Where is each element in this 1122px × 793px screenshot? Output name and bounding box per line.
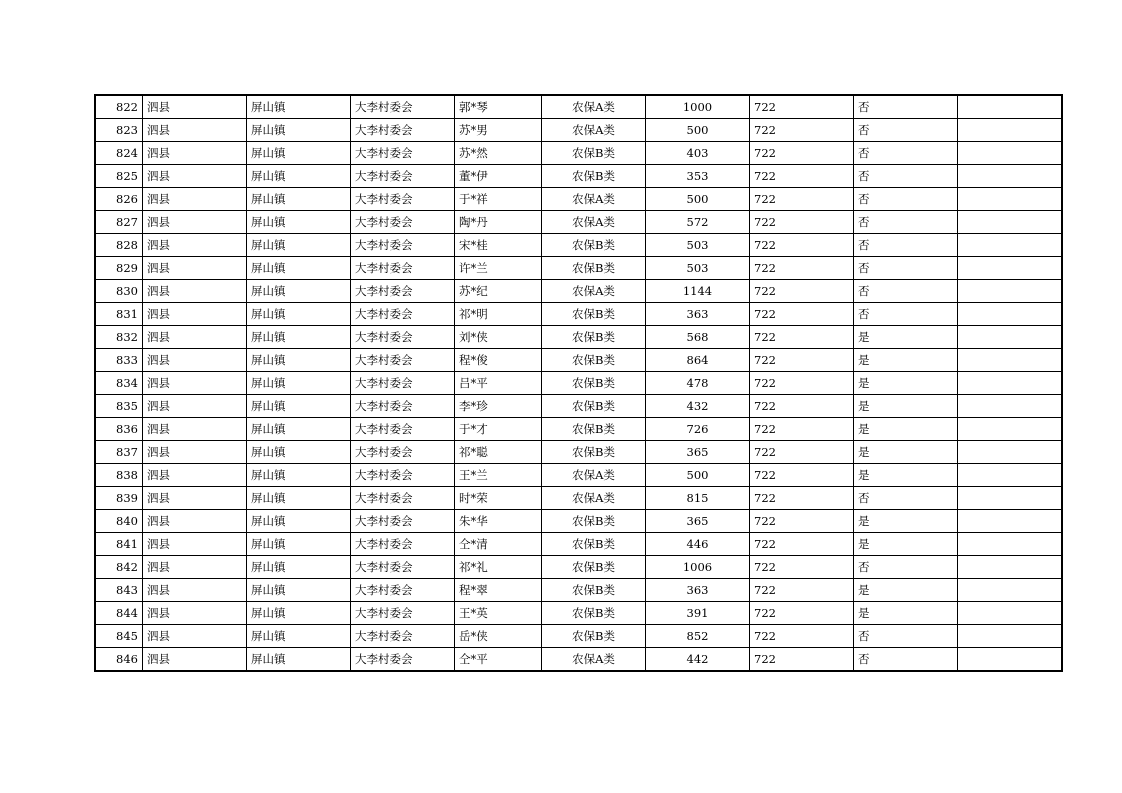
county-cell: 泗县 (143, 372, 247, 395)
county-cell: 泗县 (143, 579, 247, 602)
row-number-cell: 846 (95, 648, 143, 672)
amount-cell: 500 (646, 119, 750, 142)
code-cell: 722 (750, 579, 854, 602)
county-cell: 泗县 (143, 211, 247, 234)
yes-no-cell: 是 (854, 579, 958, 602)
empty-cell (958, 441, 1063, 464)
insurance-type-cell: 农保B类 (542, 326, 646, 349)
yes-no-cell: 否 (854, 142, 958, 165)
table-row (95, 510, 1062, 533)
yes-no-cell: 否 (854, 234, 958, 257)
name-cell: 仝*清 (455, 533, 542, 556)
name-cell: 王*英 (455, 602, 542, 625)
insurance-type-cell: 农保A类 (542, 211, 646, 234)
name-cell: 朱*华 (455, 510, 542, 533)
insurance-type-cell: 农保B类 (542, 349, 646, 372)
county-cell: 泗县 (143, 625, 247, 648)
village-committee-cell: 大李村委会 (351, 372, 455, 395)
amount-cell: 442 (646, 648, 750, 672)
amount-cell: 815 (646, 487, 750, 510)
amount-cell: 446 (646, 533, 750, 556)
yes-no-cell: 否 (854, 280, 958, 303)
insurance-type-cell: 农保A类 (542, 280, 646, 303)
table-body (95, 95, 1062, 671)
row-number-cell: 845 (95, 625, 143, 648)
village-committee-cell: 大李村委会 (351, 188, 455, 211)
amount-cell: 403 (646, 142, 750, 165)
table-row (95, 234, 1062, 257)
code-cell: 722 (750, 372, 854, 395)
town-cell: 屏山镇 (247, 211, 351, 234)
town-cell: 屏山镇 (247, 119, 351, 142)
amount-cell: 1144 (646, 280, 750, 303)
village-committee-cell: 大李村委会 (351, 142, 455, 165)
yes-no-cell: 是 (854, 533, 958, 556)
table-row (95, 119, 1062, 142)
county-cell: 泗县 (143, 648, 247, 672)
yes-no-cell: 否 (854, 303, 958, 326)
empty-cell (958, 326, 1063, 349)
table-row (95, 625, 1062, 648)
row-number-cell: 844 (95, 602, 143, 625)
name-cell: 许*兰 (455, 257, 542, 280)
amount-cell: 500 (646, 464, 750, 487)
yes-no-cell: 否 (854, 648, 958, 672)
row-number-cell: 826 (95, 188, 143, 211)
village-committee-cell: 大李村委会 (351, 510, 455, 533)
row-number-cell: 840 (95, 510, 143, 533)
village-committee-cell: 大李村委会 (351, 280, 455, 303)
village-committee-cell: 大李村委会 (351, 211, 455, 234)
name-cell: 程*翠 (455, 579, 542, 602)
yes-no-cell: 否 (854, 556, 958, 579)
code-cell: 722 (750, 418, 854, 441)
row-number-cell: 825 (95, 165, 143, 188)
code-cell: 722 (750, 234, 854, 257)
county-cell: 泗县 (143, 280, 247, 303)
village-committee-cell: 大李村委会 (351, 303, 455, 326)
name-cell: 时*荣 (455, 487, 542, 510)
code-cell: 722 (750, 602, 854, 625)
empty-cell (958, 257, 1063, 280)
town-cell: 屏山镇 (247, 648, 351, 672)
amount-cell: 503 (646, 257, 750, 280)
code-cell: 722 (750, 625, 854, 648)
empty-cell (958, 533, 1063, 556)
empty-cell (958, 372, 1063, 395)
town-cell: 屏山镇 (247, 395, 351, 418)
empty-cell (958, 418, 1063, 441)
code-cell: 722 (750, 395, 854, 418)
empty-cell (958, 280, 1063, 303)
code-cell: 722 (750, 142, 854, 165)
insurance-type-cell: 农保B类 (542, 257, 646, 280)
insurance-type-cell: 农保B类 (542, 418, 646, 441)
table-row (95, 211, 1062, 234)
name-cell: 于*才 (455, 418, 542, 441)
table-row (95, 188, 1062, 211)
village-committee-cell: 大李村委会 (351, 165, 455, 188)
town-cell: 屏山镇 (247, 533, 351, 556)
name-cell: 仝*平 (455, 648, 542, 672)
town-cell: 屏山镇 (247, 556, 351, 579)
amount-cell: 363 (646, 303, 750, 326)
county-cell: 泗县 (143, 487, 247, 510)
town-cell: 屏山镇 (247, 349, 351, 372)
county-cell: 泗县 (143, 303, 247, 326)
village-committee-cell: 大李村委会 (351, 326, 455, 349)
empty-cell (958, 556, 1063, 579)
code-cell: 722 (750, 303, 854, 326)
row-number-cell: 838 (95, 464, 143, 487)
name-cell: 祁*礼 (455, 556, 542, 579)
empty-cell (958, 211, 1063, 234)
name-cell: 于*祥 (455, 188, 542, 211)
insurance-type-cell: 农保B类 (542, 165, 646, 188)
row-number-cell: 837 (95, 441, 143, 464)
row-number-cell: 830 (95, 280, 143, 303)
yes-no-cell: 是 (854, 326, 958, 349)
table-row (95, 487, 1062, 510)
name-cell: 苏*男 (455, 119, 542, 142)
table-row (95, 441, 1062, 464)
table-row (95, 579, 1062, 602)
table-row (95, 95, 1062, 119)
table-row (95, 372, 1062, 395)
row-number-cell: 842 (95, 556, 143, 579)
table-row (95, 326, 1062, 349)
empty-cell (958, 165, 1063, 188)
yes-no-cell: 是 (854, 441, 958, 464)
name-cell: 刘*侠 (455, 326, 542, 349)
insurance-type-cell: 农保B类 (542, 303, 646, 326)
county-cell: 泗县 (143, 395, 247, 418)
county-cell: 泗县 (143, 441, 247, 464)
empty-cell (958, 625, 1063, 648)
table-row (95, 395, 1062, 418)
code-cell: 722 (750, 165, 854, 188)
yes-no-cell: 否 (854, 119, 958, 142)
name-cell: 程*俊 (455, 349, 542, 372)
insurance-type-cell: 农保A类 (542, 464, 646, 487)
table-row (95, 602, 1062, 625)
name-cell: 岳*侠 (455, 625, 542, 648)
table-row (95, 418, 1062, 441)
code-cell: 722 (750, 510, 854, 533)
amount-cell: 568 (646, 326, 750, 349)
amount-cell: 1000 (646, 95, 750, 119)
code-cell: 722 (750, 648, 854, 672)
yes-no-cell: 是 (854, 372, 958, 395)
insurance-type-cell: 农保B类 (542, 510, 646, 533)
town-cell: 屏山镇 (247, 165, 351, 188)
town-cell: 屏山镇 (247, 579, 351, 602)
insurance-type-cell: 农保B类 (542, 556, 646, 579)
town-cell: 屏山镇 (247, 234, 351, 257)
amount-cell: 432 (646, 395, 750, 418)
empty-cell (958, 487, 1063, 510)
insurance-type-cell: 农保B类 (542, 602, 646, 625)
amount-cell: 500 (646, 188, 750, 211)
insurance-type-cell: 农保A类 (542, 648, 646, 672)
county-cell: 泗县 (143, 119, 247, 142)
town-cell: 屏山镇 (247, 95, 351, 119)
code-cell: 722 (750, 441, 854, 464)
insurance-type-cell: 农保B类 (542, 372, 646, 395)
row-number-cell: 834 (95, 372, 143, 395)
row-number-cell: 827 (95, 211, 143, 234)
amount-cell: 478 (646, 372, 750, 395)
row-number-cell: 829 (95, 257, 143, 280)
village-committee-cell: 大李村委会 (351, 257, 455, 280)
empty-cell (958, 119, 1063, 142)
row-number-cell: 824 (95, 142, 143, 165)
town-cell: 屏山镇 (247, 602, 351, 625)
amount-cell: 363 (646, 579, 750, 602)
code-cell: 722 (750, 464, 854, 487)
county-cell: 泗县 (143, 326, 247, 349)
village-committee-cell: 大李村委会 (351, 487, 455, 510)
county-cell: 泗县 (143, 464, 247, 487)
village-committee-cell: 大李村委会 (351, 556, 455, 579)
town-cell: 屏山镇 (247, 326, 351, 349)
row-number-cell: 831 (95, 303, 143, 326)
name-cell: 苏*纪 (455, 280, 542, 303)
county-cell: 泗县 (143, 95, 247, 119)
table-row (95, 303, 1062, 326)
village-committee-cell: 大李村委会 (351, 119, 455, 142)
village-committee-cell: 大李村委会 (351, 464, 455, 487)
county-cell: 泗县 (143, 257, 247, 280)
code-cell: 722 (750, 211, 854, 234)
insurance-type-cell: 农保A类 (542, 188, 646, 211)
code-cell: 722 (750, 349, 854, 372)
county-cell: 泗县 (143, 165, 247, 188)
yes-no-cell: 否 (854, 257, 958, 280)
code-cell: 722 (750, 326, 854, 349)
table-row (95, 556, 1062, 579)
table-row (95, 648, 1062, 672)
row-number-cell: 832 (95, 326, 143, 349)
village-committee-cell: 大李村委会 (351, 625, 455, 648)
name-cell: 王*兰 (455, 464, 542, 487)
county-cell: 泗县 (143, 602, 247, 625)
county-cell: 泗县 (143, 234, 247, 257)
empty-cell (958, 648, 1063, 672)
insurance-type-cell: 农保B类 (542, 625, 646, 648)
county-cell: 泗县 (143, 418, 247, 441)
town-cell: 屏山镇 (247, 625, 351, 648)
county-cell: 泗县 (143, 188, 247, 211)
row-number-cell: 833 (95, 349, 143, 372)
row-number-cell: 823 (95, 119, 143, 142)
yes-no-cell: 否 (854, 165, 958, 188)
insurance-type-cell: 农保A类 (542, 119, 646, 142)
village-committee-cell: 大李村委会 (351, 533, 455, 556)
amount-cell: 572 (646, 211, 750, 234)
row-number-cell: 835 (95, 395, 143, 418)
yes-no-cell: 是 (854, 418, 958, 441)
county-cell: 泗县 (143, 349, 247, 372)
town-cell: 屏山镇 (247, 464, 351, 487)
village-committee-cell: 大李村委会 (351, 579, 455, 602)
empty-cell (958, 234, 1063, 257)
empty-cell (958, 188, 1063, 211)
yes-no-cell: 否 (854, 625, 958, 648)
amount-cell: 864 (646, 349, 750, 372)
county-cell: 泗县 (143, 510, 247, 533)
county-cell: 泗县 (143, 142, 247, 165)
yes-no-cell: 否 (854, 188, 958, 211)
table-row (95, 257, 1062, 280)
yes-no-cell: 是 (854, 510, 958, 533)
table-row (95, 349, 1062, 372)
village-committee-cell: 大李村委会 (351, 234, 455, 257)
town-cell: 屏山镇 (247, 280, 351, 303)
code-cell: 722 (750, 556, 854, 579)
town-cell: 屏山镇 (247, 372, 351, 395)
table-row (95, 464, 1062, 487)
amount-cell: 365 (646, 441, 750, 464)
yes-no-cell: 是 (854, 464, 958, 487)
town-cell: 屏山镇 (247, 441, 351, 464)
town-cell: 屏山镇 (247, 510, 351, 533)
row-number-cell: 839 (95, 487, 143, 510)
data-table (94, 94, 1063, 672)
town-cell: 屏山镇 (247, 487, 351, 510)
code-cell: 722 (750, 280, 854, 303)
empty-cell (958, 602, 1063, 625)
amount-cell: 852 (646, 625, 750, 648)
town-cell: 屏山镇 (247, 142, 351, 165)
name-cell: 宋*桂 (455, 234, 542, 257)
insurance-type-cell: 农保B类 (542, 142, 646, 165)
empty-cell (958, 579, 1063, 602)
name-cell: 祁*聪 (455, 441, 542, 464)
yes-no-cell: 否 (854, 487, 958, 510)
insurance-type-cell: 农保B类 (542, 579, 646, 602)
village-committee-cell: 大李村委会 (351, 441, 455, 464)
amount-cell: 503 (646, 234, 750, 257)
amount-cell: 1006 (646, 556, 750, 579)
code-cell: 722 (750, 533, 854, 556)
village-committee-cell: 大李村委会 (351, 418, 455, 441)
table-row (95, 142, 1062, 165)
county-cell: 泗县 (143, 533, 247, 556)
county-cell: 泗县 (143, 556, 247, 579)
insurance-type-cell: 农保B类 (542, 441, 646, 464)
insurance-type-cell: 农保B类 (542, 533, 646, 556)
village-committee-cell: 大李村委会 (351, 648, 455, 672)
insurance-type-cell: 农保B类 (542, 395, 646, 418)
empty-cell (958, 395, 1063, 418)
yes-no-cell: 是 (854, 602, 958, 625)
amount-cell: 726 (646, 418, 750, 441)
code-cell: 722 (750, 119, 854, 142)
name-cell: 祁*明 (455, 303, 542, 326)
empty-cell (958, 510, 1063, 533)
name-cell: 苏*然 (455, 142, 542, 165)
row-number-cell: 828 (95, 234, 143, 257)
name-cell: 郭*琴 (455, 95, 542, 119)
town-cell: 屏山镇 (247, 303, 351, 326)
table-row (95, 280, 1062, 303)
village-committee-cell: 大李村委会 (351, 395, 455, 418)
name-cell: 董*伊 (455, 165, 542, 188)
empty-cell (958, 303, 1063, 326)
amount-cell: 353 (646, 165, 750, 188)
town-cell: 屏山镇 (247, 257, 351, 280)
row-number-cell: 822 (95, 95, 143, 119)
code-cell: 722 (750, 95, 854, 119)
empty-cell (958, 464, 1063, 487)
yes-no-cell: 否 (854, 95, 958, 119)
village-committee-cell: 大李村委会 (351, 349, 455, 372)
insurance-type-cell: 农保A类 (542, 95, 646, 119)
town-cell: 屏山镇 (247, 418, 351, 441)
village-committee-cell: 大李村委会 (351, 602, 455, 625)
name-cell: 李*珍 (455, 395, 542, 418)
row-number-cell: 836 (95, 418, 143, 441)
empty-cell (958, 95, 1063, 119)
amount-cell: 391 (646, 602, 750, 625)
table-row (95, 165, 1062, 188)
yes-no-cell: 是 (854, 395, 958, 418)
name-cell: 陶*丹 (455, 211, 542, 234)
row-number-cell: 843 (95, 579, 143, 602)
yes-no-cell: 否 (854, 211, 958, 234)
insurance-type-cell: 农保B类 (542, 234, 646, 257)
yes-no-cell: 是 (854, 349, 958, 372)
amount-cell: 365 (646, 510, 750, 533)
code-cell: 722 (750, 188, 854, 211)
table-row (95, 533, 1062, 556)
insurance-type-cell: 农保A类 (542, 487, 646, 510)
town-cell: 屏山镇 (247, 188, 351, 211)
code-cell: 722 (750, 257, 854, 280)
name-cell: 吕*平 (455, 372, 542, 395)
code-cell: 722 (750, 487, 854, 510)
empty-cell (958, 349, 1063, 372)
empty-cell (958, 142, 1063, 165)
village-committee-cell: 大李村委会 (351, 95, 455, 119)
row-number-cell: 841 (95, 533, 143, 556)
